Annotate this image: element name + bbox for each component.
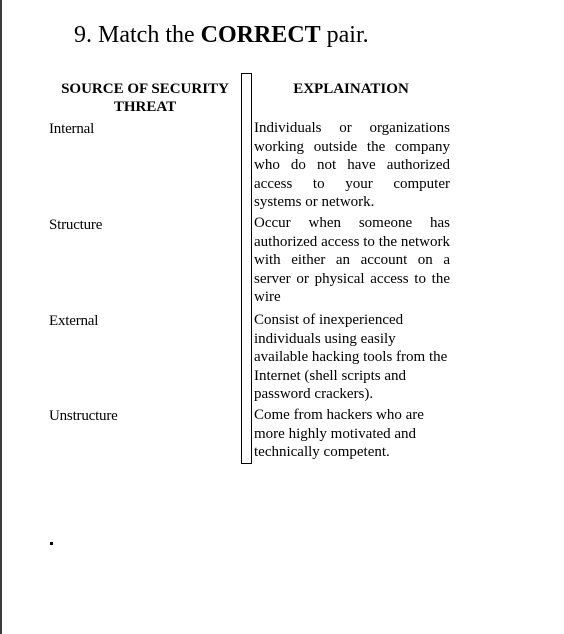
question-title	[74, 20, 369, 50]
term-structure: Structure	[49, 217, 103, 233]
question-number: 9.	[74, 22, 92, 48]
question-prefix: Match the	[98, 22, 195, 48]
column-header-explanation: EXPLAINATION	[293, 81, 409, 97]
column-divider-right-line	[251, 118, 252, 464]
term-external: External	[49, 313, 99, 329]
explanation-2: Occur when someone has authorized access to the network with either an account on a server or physical access to the wire	[254, 215, 450, 306]
term-internal: Internal	[49, 121, 95, 137]
explanation-1: Individuals or organizations working outside the company who do not have authorized access to your computer systems or network.	[254, 120, 450, 211]
explanation-4: Come from hackers who are more highly motivated and technically competent.	[254, 407, 424, 461]
explanation-3: Consist of inexperienced individuals using easily available hacking tools from the Internet (shell scripts and password crackers).	[254, 312, 448, 403]
term-unstructure: Unstructure	[49, 408, 118, 424]
stray-dot	[50, 542, 53, 545]
page-left-border	[0, 0, 2, 634]
column-divider-left-line	[241, 118, 242, 464]
column-divider-top	[241, 73, 252, 119]
question-suffix: pair.	[326, 22, 369, 48]
column-header-source: SOURCE OF SECURITY THREAT	[61, 81, 229, 115]
column-divider-bottom	[241, 462, 252, 464]
question-emphasis: CORRECT	[200, 22, 321, 48]
